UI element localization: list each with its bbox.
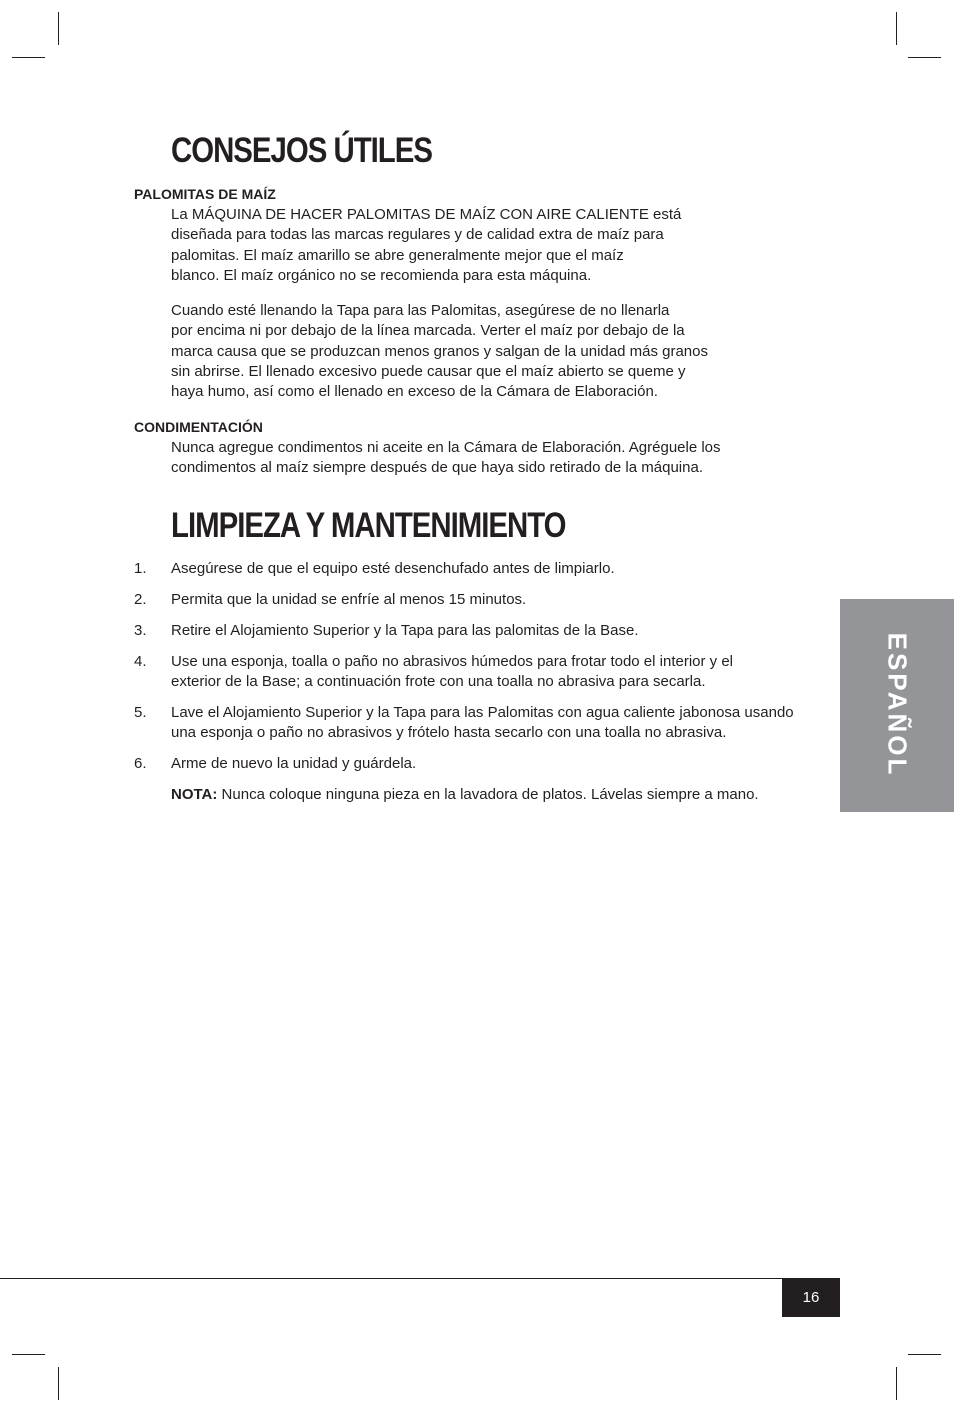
language-tab-label: ESPAÑOL [882, 632, 913, 778]
list-item: 1. Asegúrese de que el equipo esté desenchufado antes de limpiarlo. [134, 560, 615, 577]
paragraph-palomitas-2: Cuando esté llenando la Tapa para las Palomitas, asegúrese de no llenarla por encima ni por debajo de la línea marcada. Verter el maíz por debajo de la marca causa que se produzcan menos granos y salgan de la unidad más granos sin abrirse. El llenado excesivo puede causar que el maíz abierto se queme y haya humo, así como el llenado en exceso de la Cámara de Elaboración. [171, 302, 708, 401]
list-item: 2. Permita que la unidad se enfríe al menos 15 minutos. [134, 590, 527, 608]
note [171, 785, 759, 805]
list-item: 3. Retire el Alojamiento Superior y la Tapa para las palomitas de la Base. [134, 621, 639, 639]
paragraph-condimentacion: Nunca agregue condimentos ni aceite en la Cámara de Elaboración. Agréguele los condimentos al maíz siempre después de que haya sido retirado de la máquina. [171, 439, 721, 477]
list-item: 5. Lave el Alojamiento Superior y la Tapa para las Palomitas con agua caliente jabonosa usando una esponja o paño no abrasivos y frótelo hasta secarlo con una toalla no abrasiva. [134, 703, 794, 742]
cleaning-steps-list [134, 559, 834, 785]
note-text: Nunca coloque ninguna pieza en la lavadora de platos. Lávelas siempre a mano. [217, 786, 759, 803]
paragraph-palomitas-1: La MÁQUINA DE HACER PALOMITAS DE MAÍZ CON AIRE CALIENTE está diseñada para todas las marcas regulares y de calidad extra de maíz para palomitas. El maíz amarillo se abre generalmente mejor que el maíz blanco. El maíz orgánico no se recomienda para esta máquina. [171, 206, 682, 284]
note-label: NOTA: [171, 786, 218, 803]
section-title-consejos: CONSEJOS ÚTILES [171, 131, 432, 170]
section-title-limpieza: LIMPIEZA Y MANTENIMIENTO [171, 506, 566, 545]
crop-mark [908, 1354, 941, 1355]
list-item: 4. Use una esponja, toalla o paño no abrasivos húmedos para frotar todo el interior y el exterior de la Base; a continuación frote con una toalla no abrasiva para secarla. [134, 652, 734, 690]
crop-mark [58, 12, 59, 45]
crop-mark [908, 57, 941, 58]
list-item: 6. Arme de nuevo la unidad y guárdela. [134, 755, 417, 773]
crop-mark [12, 57, 45, 58]
crop-mark [58, 1367, 59, 1400]
page-number: 16 [782, 1278, 840, 1317]
language-tab [840, 599, 954, 812]
subheading-condimentacion: CONDIMENTACIÓN [134, 419, 263, 435]
footer-rule [0, 1278, 784, 1279]
crop-mark [12, 1354, 45, 1355]
crop-mark [896, 1367, 897, 1400]
crop-mark [896, 12, 897, 45]
subheading-palomitas: PALOMITAS DE MAÍZ [134, 186, 276, 202]
